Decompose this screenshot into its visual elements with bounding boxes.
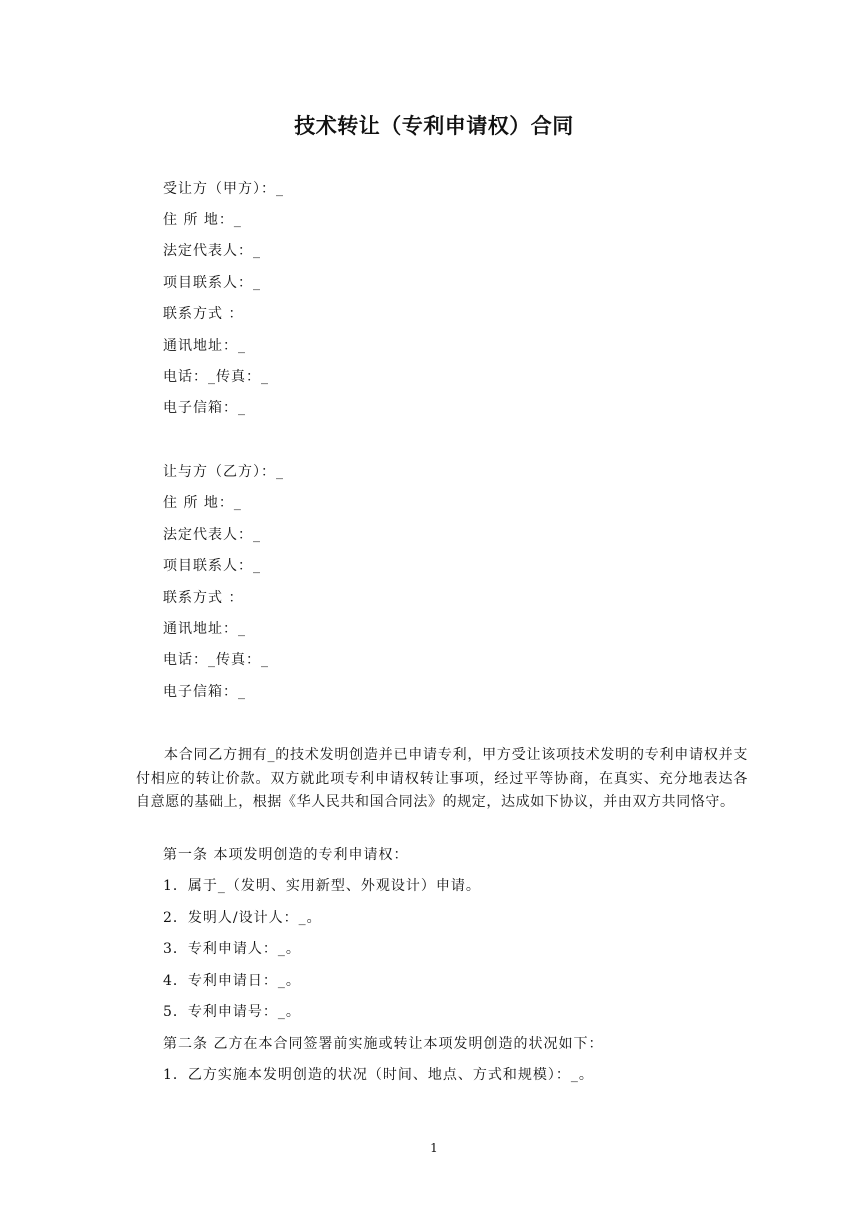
article-2-heading: 第二条 乙方在本合同签署前实施或转让本项发明创造的状况如下： <box>163 1036 604 1052</box>
party-b-phone-fax-line: 电话：_传真：_ <box>163 652 269 668</box>
party-b-contact-method-line: 联系方式 ： <box>163 590 244 606</box>
preamble-paragraph: 本合同乙方拥有_的技术发明创造并已申请专利，甲方受让该项技术发明的专利申请权并支付相应的转让价款。双方就此项专利申请权转让事项，经过平等协商，在真实、充分地表达各自意愿的基础上，根据《华人民共和国合同法》的规定，达成如下协议，并由双方共同恪守。 <box>136 747 748 810</box>
party-b-email-line: 电子信箱：_ <box>163 684 246 700</box>
article-1-item-5: 5．专利申请号：_。 <box>163 1004 301 1020</box>
article-2-item-1: 1．乙方实施本发明创造的状况（时间、地点、方式和规模）：_。 <box>163 1067 594 1083</box>
party-a-legal-rep-line: 法定代表人：_ <box>163 243 261 259</box>
article-1-item-4: 4．专利申请日：_。 <box>163 973 301 989</box>
party-b-address-line: 住 所 地：_ <box>163 495 242 511</box>
party-a-phone-fax-line: 电话：_传真：_ <box>163 369 269 385</box>
party-a-contact-person-line: 项目联系人：_ <box>163 275 261 291</box>
party-a-address-line: 住 所 地：_ <box>163 212 242 228</box>
page-number: 1 <box>430 1141 438 1155</box>
party-b-mailing-address-line: 通讯地址：_ <box>163 621 246 637</box>
party-a-name-line: 受让方（甲方）：_ <box>163 181 284 197</box>
article-1-item-3: 3．专利申请人：_。 <box>163 941 301 957</box>
article-1-item-1: 1．属于_（发明、实用新型、外观设计）申请。 <box>163 878 481 894</box>
party-a-contact-method-line: 联系方式 ： <box>163 306 244 322</box>
party-b-legal-rep-line: 法定代表人：_ <box>163 527 261 543</box>
party-a-email-line: 电子信箱：_ <box>163 400 246 416</box>
article-1-item-2: 2．发明人/设计人：_。 <box>163 910 322 926</box>
party-b-name-line: 让与方（乙方）：_ <box>163 464 284 480</box>
document-title: 技术转让（专利申请权）合同 <box>294 114 574 138</box>
party-b-contact-person-line: 项目联系人：_ <box>163 558 261 574</box>
party-a-mailing-address-line: 通讯地址：_ <box>163 338 246 354</box>
article-1-heading: 第一条 本项发明创造的专利申请权： <box>163 847 409 863</box>
